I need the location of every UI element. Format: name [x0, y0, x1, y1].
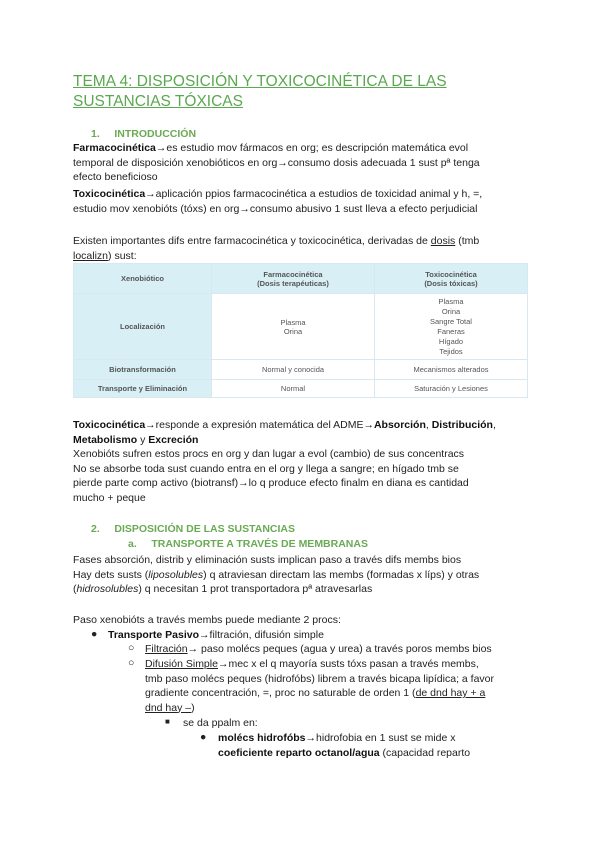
row-label: Biotransformación: [74, 360, 212, 380]
term-transporte-pasivo: Transporte Pasivo: [108, 629, 200, 641]
section-label: DISPOSICIÓN DE LAS SUSTANCIAS: [114, 523, 296, 535]
term-liposolubles: liposolubles: [148, 568, 204, 581]
text-line: →es estudio mov fármacos en org; es descripción matemática evol: [155, 142, 469, 154]
cell-farma: Normal y conocida: [212, 360, 375, 380]
text-fragment: →filtración, difusión simple: [199, 629, 324, 641]
text-line: tmb paso molécs peques (hidrofóbs) librem a través bicapa lipídica; a favor: [145, 672, 495, 685]
term-excrecion: Excreción: [148, 433, 199, 446]
adme-paragraph: [73, 418, 533, 505]
cell-farma: Plasma Orina: [212, 294, 375, 360]
text-fragment: ,: [492, 419, 496, 431]
header-farmacocinetica: Farmacocinética (Dosis terapéuticas): [212, 264, 375, 294]
row-label: Localización: [74, 294, 212, 360]
section-label: TRANSPORTE A TRAVÉS DE MEMBRANAS: [151, 538, 368, 550]
header-toxicocinetica: Toxicocinética (Dosis tóxicas): [375, 264, 528, 294]
section-number: a.: [128, 538, 137, 550]
text-fragment: (tmb: [455, 235, 480, 247]
underlined-text: dnd hay –: [145, 701, 192, 714]
molecs-hidrofobs-item: [218, 731, 538, 760]
text-fragment: ): [191, 701, 195, 714]
term-hidrosolubles: hidrosolubles: [76, 583, 139, 595]
text-line: No se absorbe toda sust cuando entra en el org y llega a sangre; en hígado tmb se: [73, 462, 459, 475]
section-number: 2.: [91, 523, 100, 535]
transporte-pasivo-item: [108, 628, 568, 643]
comparison-table: [73, 263, 528, 398]
page-title: TEMA 4: DISPOSICIÓN Y TOXICOCINÉTICA DE LAS SUSTANCIAS TÓXICAS: [73, 73, 447, 110]
term-distribucion: Distribución: [431, 419, 493, 431]
text-line: estudio mov xenobióts (tóxs) en org→consumo abusivo 1 sust lleva a efecto perjudicial: [73, 202, 478, 215]
row-label: Transporte y Eliminación: [74, 380, 212, 398]
text-line: mucho + peque: [73, 491, 146, 504]
cell-toxico: Plasma Orina Sangre Total Faneras Hígado Tejidos: [375, 294, 528, 360]
membranes-paragraph: [73, 553, 533, 597]
section-2a-heading: [128, 538, 368, 550]
cell-farma: Normal: [212, 380, 375, 398]
text-fragment: ) sust:: [108, 249, 137, 262]
term-metabolismo: Metabolismo: [73, 433, 138, 446]
text-fragment: →mec x el q mayoría susts tóxs pasan a través membs,: [217, 658, 479, 670]
section-2-heading: [91, 523, 295, 535]
term-coeficiente-reparto: coeficiente reparto octanol/agua: [218, 746, 380, 759]
text-fragment: gradiente concentración, =, proc no saturable de orden 1 (: [145, 687, 416, 699]
term-difusion-simple: Difusión Simple: [145, 658, 218, 670]
text-fragment: → paso molécs peques (agua y urea) a través poros membs bios: [187, 643, 492, 655]
square-bullet-icon: ■: [165, 717, 170, 726]
text-fragment: →responde a expresión matemática del ADME→: [145, 419, 374, 431]
hollow-bullet-icon: ○: [128, 642, 135, 654]
table-row: [74, 360, 528, 380]
text-fragment: ) q necesitan 1 prot transportadora pª atravesarlas: [138, 583, 373, 595]
text-fragment: Existen importantes difs entre farmacocinética y toxicocinética, derivadas de: [73, 235, 431, 247]
term-molecs-hidrofobs: molécs hidrofóbs: [218, 732, 306, 744]
text-fragment: ,: [425, 419, 432, 431]
text-fragment: (capacidad reparto: [379, 746, 471, 759]
text-line: Fases absorción, distrib y eliminación susts implican paso a través difs membs bios: [73, 554, 462, 566]
differences-paragraph: [73, 234, 533, 263]
section-1-heading: [91, 128, 196, 140]
table-row: [74, 294, 528, 360]
text-line: efecto beneficioso: [73, 171, 158, 183]
procs-intro: Paso xenobióts a través membs puede mediante 2 procs:: [73, 614, 341, 626]
toxicocinetica-paragraph: [73, 187, 533, 216]
underlined-localizn: localizn: [73, 249, 109, 262]
underlined-dosis: dosis: [430, 235, 456, 247]
term-filtracion: Filtración: [145, 643, 188, 655]
text-line: →aplicación ppios farmacocinética a estudios de toxicidad animal y h, =,: [145, 188, 483, 200]
cell-toxico: Mecanismos alterados: [375, 360, 528, 380]
text-fragment: Hay dets susts (: [73, 568, 149, 581]
text-fragment: (: [73, 583, 77, 595]
bullet-icon: ●: [200, 731, 207, 743]
text-line: Xenobióts sufren estos procs en org y dan lugar a evol (cambio) de sus concentracs: [73, 448, 465, 460]
table-header-row: [74, 264, 528, 294]
text-line: pierde parte comp activo (biotransf)→lo q produce efecto finalm en diana es cantidad: [73, 477, 469, 489]
filtracion-item: [145, 642, 545, 657]
ppalm-item: se da ppalm en:: [183, 717, 258, 729]
cell-toxico: Saturación y Lesiones: [375, 380, 528, 398]
section-number: 1.: [91, 128, 100, 140]
term-toxicocinetica: Toxicocinética: [73, 419, 146, 431]
term-absorcion: Absorción: [373, 419, 426, 431]
text-fragment: ) q atraviesan directam las membs (formadas x líps) y otras: [203, 568, 480, 581]
section-label: INTRODUCCIÓN: [114, 128, 197, 140]
table-row: [74, 380, 528, 398]
farmacocinetica-paragraph: [73, 141, 533, 185]
term-farmacocinetica: Farmacocinética: [73, 142, 156, 154]
term-toxicocinetica: Toxicocinética: [73, 188, 146, 200]
difusion-simple-item: [145, 657, 545, 715]
text-fragment: y: [137, 433, 149, 446]
text-fragment: →hidrofobia en 1 sust se mide x: [305, 732, 456, 744]
header-xenobiotico: Xenobiótico: [74, 264, 212, 294]
underlined-text: de dnd hay + a: [415, 687, 486, 699]
text-line: temporal de disposición xenobióticos en org→consumo dosis adecuada 1 sust pª tenga: [73, 156, 480, 169]
bullet-icon: ●: [91, 628, 98, 640]
hollow-bullet-icon: ○: [128, 657, 135, 669]
